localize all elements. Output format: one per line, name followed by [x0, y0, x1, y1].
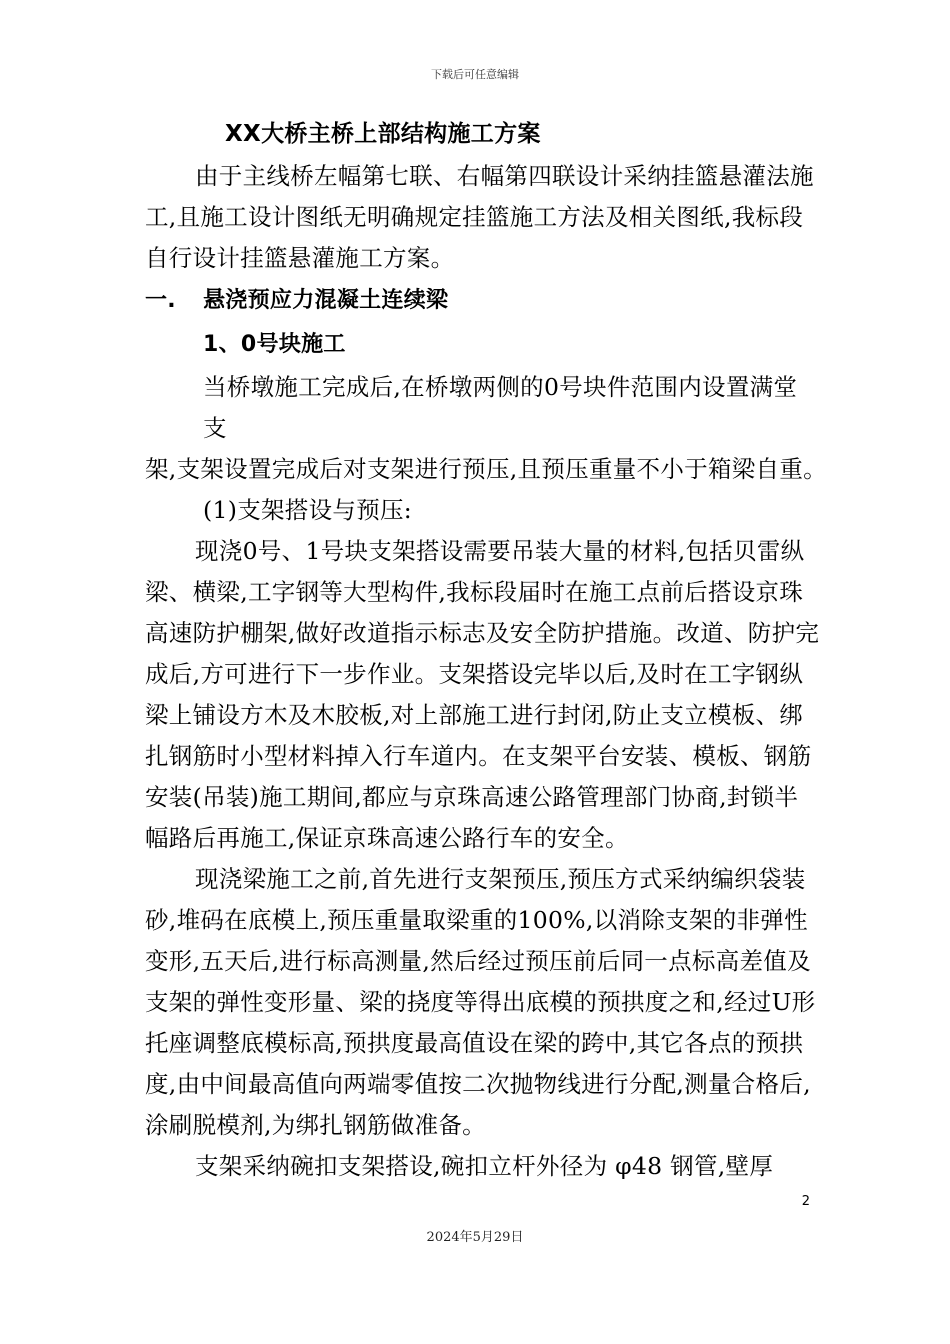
paragraph-line: 支架的弹性变形量、梁的挠度等得出底模的预拱度之和,经过U形 — [145, 988, 816, 1016]
paragraph-line: 当桥墩施工完成后,在桥墩两侧的0号块件范围内设置满堂 — [203, 373, 798, 401]
section-heading — [145, 279, 815, 323]
paragraph-line: 托座调整底模标高,预拱度最高值设在梁的跨中,其它各点的预拱 — [145, 1029, 804, 1057]
paragraph-line: 现浇0号、1号块支架搭设需要吊装大量的材料,包括贝雷纵 — [195, 537, 805, 565]
paragraph-line: 安装(吊装)施工期间,都应与京珠高速公路管理部门协商,封锁半 — [145, 783, 799, 811]
paragraph-line: 涂刷脱模剂,为绑扎钢筋做准备。 — [145, 1111, 486, 1139]
paragraph-line: 现浇梁施工之前,首先进行支架预压,预压方式采纳编织袋装 — [195, 865, 806, 893]
paragraph-line: 梁、横梁,工字钢等大型构件,我标段届时在施工点前后搭设京珠 — [145, 578, 804, 606]
item-heading: (1)支架搭设与预压: — [203, 496, 413, 524]
header-note: 下载后可任意编辑 — [431, 68, 519, 81]
document-body — [145, 112, 827, 1187]
paragraph-line: 梁上铺设方木及木胶板,对上部施工进行封闭,防止支立模板、绑 — [145, 701, 804, 729]
page-number: 2 — [801, 1194, 810, 1209]
paragraph-line: 度,由中间最高值向两端零值按二次抛物线进行分配,测量合格后, — [145, 1070, 811, 1098]
paragraph-line: 幅路后再施工,保证京珠高速公路行车的安全。 — [145, 824, 629, 852]
footer-date: 2024年5月29日 — [426, 1230, 524, 1245]
paragraph-line: 变形,五天后,进行标高测量,然后经过预压前后同一点标高差值及 — [145, 947, 811, 975]
intro-line: 工,且施工设计图纸无明确规定挂篮施工方法及相关图纸,我标段 — [145, 203, 804, 231]
document-title: XX大桥主桥上部结构施工方案 — [225, 121, 541, 147]
subsection-heading: 1、0号块施工 — [203, 332, 346, 357]
paragraph-line: 架,支架设置完成后对支架进行预压,且预压重量不小于箱梁自重。 — [145, 455, 827, 483]
section-number: 一. — [145, 288, 176, 313]
paragraph-line: 高速防护棚架,做好改道指示标志及安全防护措施。改道、防护完 — [145, 619, 820, 647]
paragraph-line: 支 — [203, 414, 227, 442]
intro-line: 由于主线桥左幅第七联、右幅第四联设计采纳挂篮悬灌法施 — [195, 162, 814, 190]
paragraph-line: 成后,方可进行下一步作业。支架搭设完毕以后,及时在工字钢纵 — [145, 660, 804, 688]
paragraph-line: 支架采纳碗扣支架搭设,碗扣立杆外径为 φ48 钢管,壁厚 — [195, 1152, 774, 1180]
paragraph-line: 砂,堆码在底模上,预压重量取梁重的100%,以消除支架的非弹性 — [145, 906, 808, 934]
paragraph-line: 扎钢筋时小型材料掉入行车道内。在支架平台安装、模板、钢筋 — [145, 742, 812, 770]
intro-line: 自行设计挂篮悬灌施工方案。 — [145, 244, 455, 272]
section-title: 悬浇预应力混凝土连续梁 — [203, 288, 449, 313]
